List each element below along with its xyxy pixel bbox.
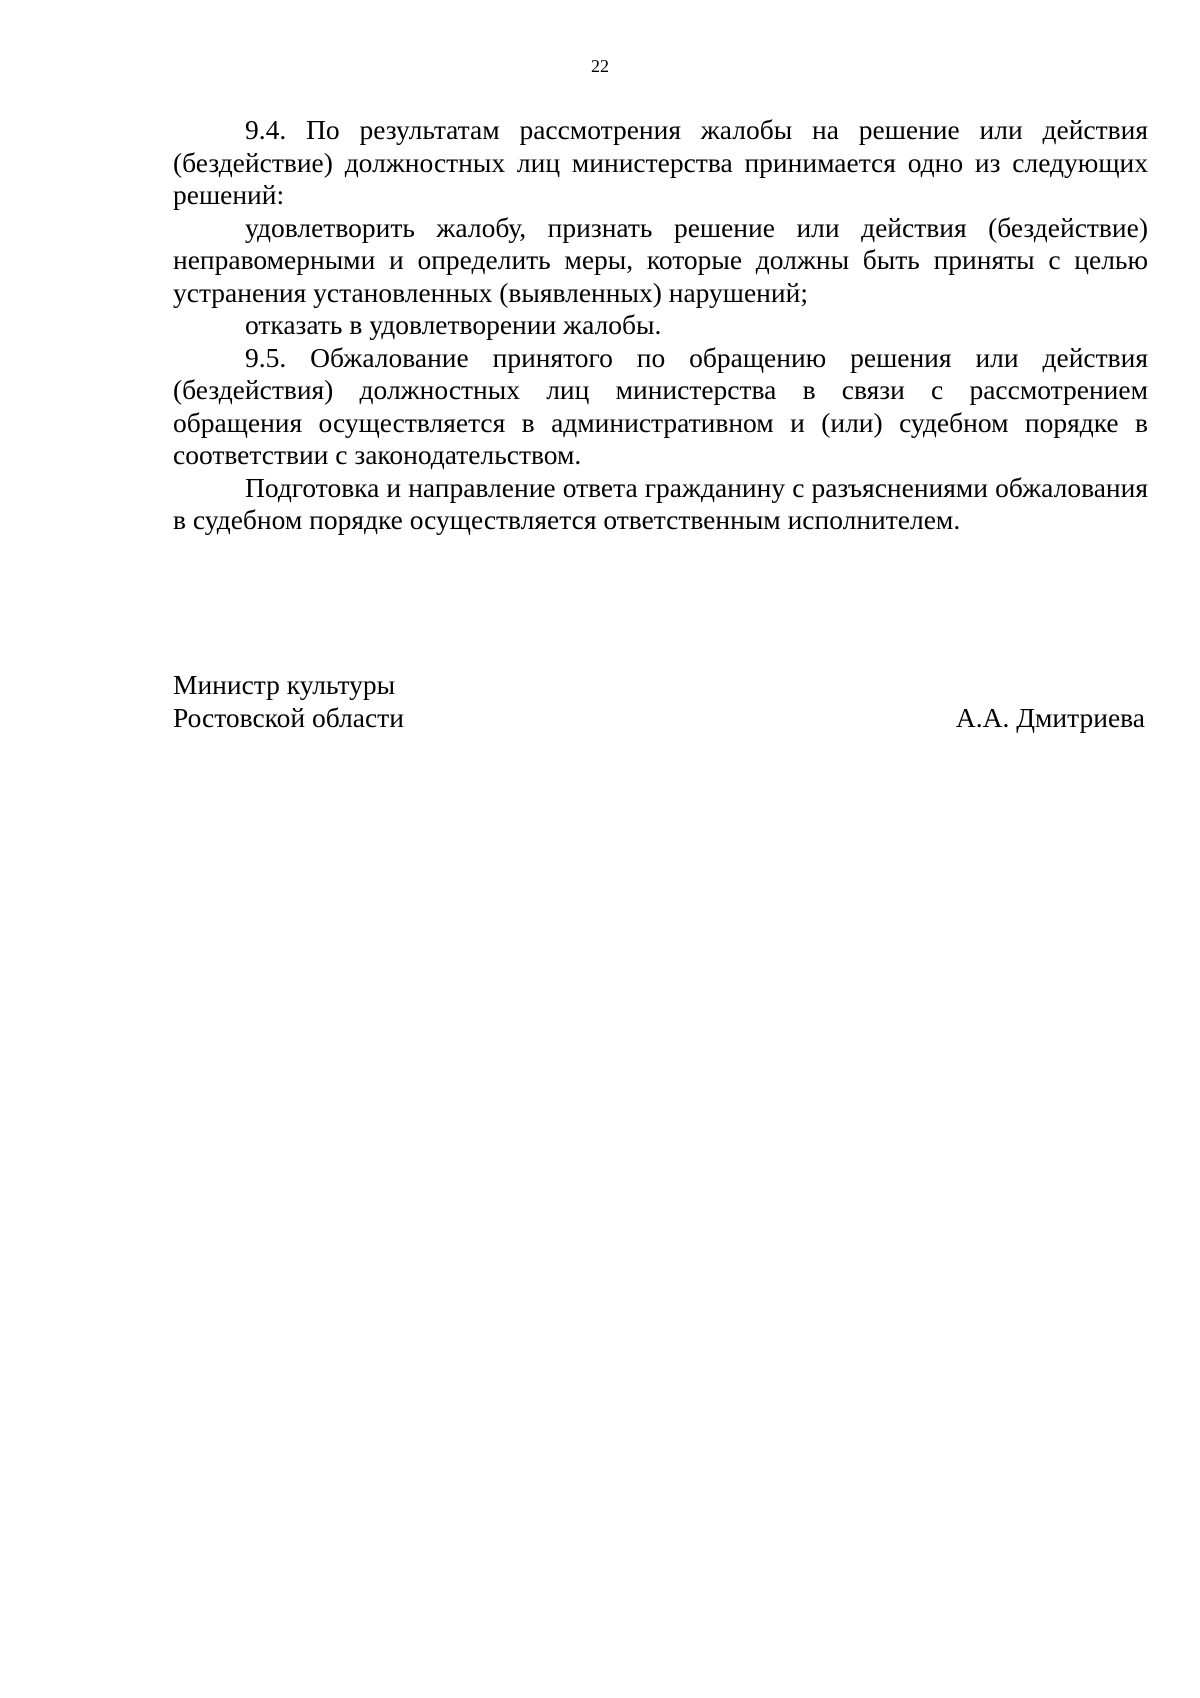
paragraph-response-preparation: Подготовка и направление ответа гражданину с разъяснениями обжалования в судебном порядке осуществляется ответственным исполнителем. [173,471,1148,535]
signature-block [173,668,1145,734]
signatory-position-line-1: Министр культуры [173,669,396,700]
page-number: 22 [591,56,609,76]
paragraph-9-4: 9.4. По результатам рассмотрения жалобы на решение или действия (бездействие) должностных лиц министерства принимается одно из следующих решений: [173,114,1148,210]
paragraph-refuse-complaint: отказать в удовлетворении жалобы. [245,309,662,340]
signatory-name: А.А. Дмитриева [955,702,1145,733]
paragraph-9-5: 9.5. Обжалование принятого по обращению решения или действия (бездействия) должностных лиц министерства в связи с рассмотрением обращения осуществляется в административном и (или) судебном порядке в соответствии с законодательством. [173,341,1148,470]
document-body [173,114,1148,537]
paragraph-satisfy-complaint: удовлетворить жалобу, признать решение или действия (бездействие) неправомерными и определить меры, которые должны быть приняты с целью устранения установленных (выявленных) нарушений; [173,211,1148,308]
signatory-position-line-2: Ростовской области [173,702,404,733]
